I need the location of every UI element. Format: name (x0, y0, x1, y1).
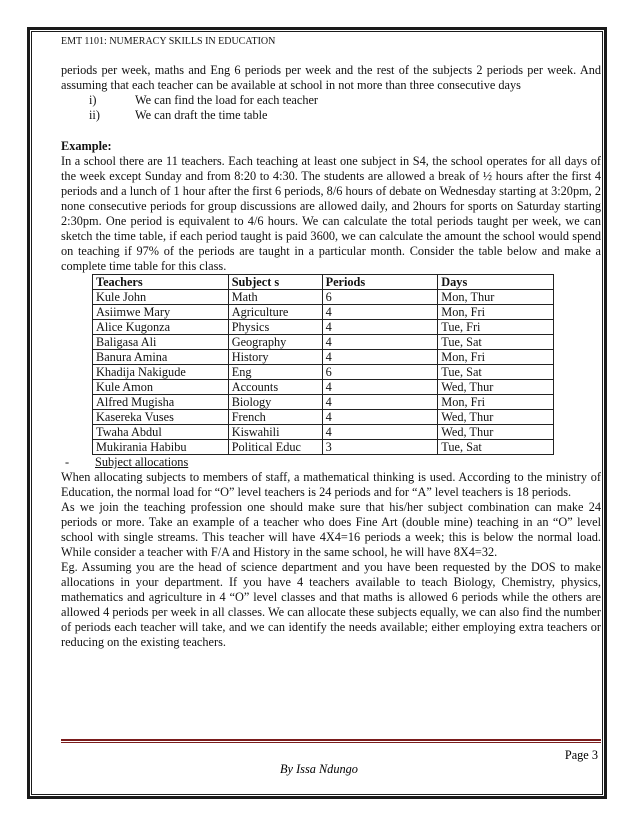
example-heading: Example: (61, 139, 112, 153)
table-cell: Biology (228, 395, 322, 410)
author-credit: By Issa Ndungo (280, 762, 358, 776)
list-item (61, 108, 601, 123)
table-cell: Mukirania Habibu (93, 440, 229, 455)
table-header-cell: Days (438, 275, 554, 290)
table-cell: Mon, Fri (438, 305, 554, 320)
table-cell: Twaha Abdul (93, 425, 229, 440)
table-row (93, 440, 554, 455)
table-row (93, 305, 554, 320)
section-subheading: Subject allocations (95, 455, 189, 469)
body-paragraph: As we join the teaching profession one should make sure that his/her subject combination can make 24 periods or more. Take an example of a teacher who does Fine Art (double mine) teaching in an “O” level school with single streams. This teacher will have 4X4=16 periods a week; this is below the normal load. While consider a teacher with F/A and History in the same school, he will have 8X4=32. (61, 500, 601, 559)
table-cell: French (228, 410, 322, 425)
table-row (93, 365, 554, 380)
document-body (61, 36, 601, 650)
bullet-dash: - (65, 455, 70, 469)
table-cell: Kule Amon (93, 380, 229, 395)
table-cell: Kasereka Vuses (93, 410, 229, 425)
table-cell: 4 (322, 320, 438, 335)
table-cell: History (228, 350, 322, 365)
list-text: We can draft the time table (135, 108, 268, 122)
footer-rule (61, 742, 601, 743)
table-cell: 4 (322, 305, 438, 320)
table-cell: Kiswahili (228, 425, 322, 440)
table-cell: Math (228, 290, 322, 305)
table-header-row (93, 275, 554, 290)
table-header-cell: Periods (322, 275, 438, 290)
table-cell: 4 (322, 410, 438, 425)
table-cell: Agriculture (228, 305, 322, 320)
table-header-cell: Subject s (228, 275, 322, 290)
table-cell: Mon, Fri (438, 395, 554, 410)
body-paragraph: When allocating subjects to members of staff, a mathematical thinking is used. According to the ministry of Education, the normal load for “O” level teachers is 24 periods and for “A” level teachers is 18 periods. (61, 470, 601, 499)
table-cell: 4 (322, 335, 438, 350)
list-number: ii) (89, 108, 100, 122)
teacher-table (92, 274, 554, 455)
table-cell: Political Educ (228, 440, 322, 455)
table-cell: Alice Kugonza (93, 320, 229, 335)
table-cell: Asiimwe Mary (93, 305, 229, 320)
footer-rule (61, 739, 601, 741)
table-row (93, 425, 554, 440)
list-text: We can find the load for each teacher (135, 93, 319, 107)
bullet-item (61, 455, 601, 470)
table-cell: Tue, Sat (438, 365, 554, 380)
table-row (93, 410, 554, 425)
body-paragraph: Eg. Assuming you are the head of science department and you have been requested by the DOS to make allocations in your department. If you have 4 teachers available to teach Biology, Chemistry, physics, mathematics and agriculture in 4 “O” level classes and that maths is allowed 6 periods while the others are allowed 4 periods per week in all classes. We can allocate these subjects equally, we can also find the number of periods each teacher will take, and we can identify the needs available; either employing extra teachers or reducing on the existing teachers. (61, 560, 601, 649)
table-cell: 4 (322, 425, 438, 440)
table-header-cell: Teachers (93, 275, 229, 290)
table-cell: Baligasa Ali (93, 335, 229, 350)
table-cell: Mon, Fri (438, 350, 554, 365)
table-cell: Wed, Thur (438, 425, 554, 440)
table-cell: 4 (322, 395, 438, 410)
example-paragraph: In a school there are 11 teachers. Each teaching at least one subject in S4, the school operates for all days of the week except Sunday and from 8:20 to 4:30. The students are allowed a break of ½ hours after the first 4 periods and a lunch of 1 hour after the first 6 periods, 8/6 hours of debate on Wednesday starting at 3:20pm, 2 none consecutive periods for group discussions are allowed daily, and 2hours for sports on Saturday starting 2:30pm. One period is equivalent to 4/6 hours. We can calculate the total periods taught per week, we can sketch the time table, if each period taught is paid 3600, we can calculate the amount the school would spend on teaching if 97% of the periods are taught in a particular month. Consider the table below and make a complete time table for this class. (61, 154, 601, 273)
table-cell: Khadija Nakigude (93, 365, 229, 380)
table-cell: 3 (322, 440, 438, 455)
table-row (93, 290, 554, 305)
spacer (61, 123, 601, 139)
table-cell: Banura Amina (93, 350, 229, 365)
table-cell: Kule John (93, 290, 229, 305)
table-cell: 6 (322, 290, 438, 305)
table-cell: Wed, Thur (438, 380, 554, 395)
table-cell: Physics (228, 320, 322, 335)
table-cell: Alfred Mugisha (93, 395, 229, 410)
table-cell: Mon, Thur (438, 290, 554, 305)
list-number: i) (89, 93, 97, 107)
running-header: EMT 1101: NUMERACY SKILLS IN EDUCATION (61, 36, 276, 47)
page-number: Page 3 (564, 748, 598, 762)
list-item (61, 93, 601, 108)
table-row (93, 380, 554, 395)
table-cell: Wed, Thur (438, 410, 554, 425)
table-row (93, 350, 554, 365)
table-cell: 4 (322, 380, 438, 395)
table-cell: Tue, Sat (438, 335, 554, 350)
table-cell: Tue, Sat (438, 440, 554, 455)
table-cell: Geography (228, 335, 322, 350)
table-row (93, 335, 554, 350)
table-row (93, 320, 554, 335)
table-row (93, 395, 554, 410)
table-cell: Accounts (228, 380, 322, 395)
table-cell: Eng (228, 365, 322, 380)
table-cell: Tue, Fri (438, 320, 554, 335)
intro-paragraph: periods per week, maths and Eng 6 periods per week and the rest of the subjects 2 periods per week. And assuming that each teacher can be available at school in not more than three consecutive days (61, 63, 601, 92)
table-cell: 6 (322, 365, 438, 380)
table-cell: 4 (322, 350, 438, 365)
